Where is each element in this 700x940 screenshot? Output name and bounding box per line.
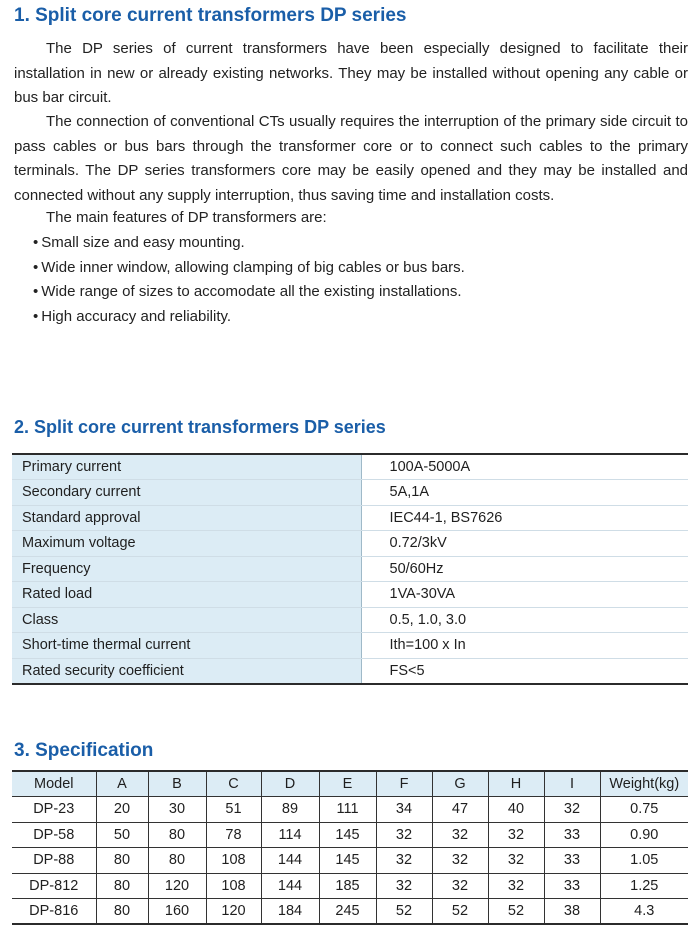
- spec-cell: 33: [544, 822, 600, 848]
- features-list: [33, 231, 465, 329]
- spec-cell: 80: [96, 848, 148, 874]
- table-row: [12, 822, 688, 848]
- table-row: [12, 899, 688, 925]
- spec-cell: 32: [488, 848, 544, 874]
- table-row: [12, 582, 688, 608]
- spec-cell: 78: [206, 822, 261, 848]
- spec-cell: 160: [148, 899, 206, 925]
- spec-cell: 47: [432, 797, 488, 823]
- row-label: Short-time thermal current: [12, 633, 361, 659]
- spec-cell: 0.75: [600, 797, 688, 823]
- row-value: 0.5, 1.0, 3.0: [361, 607, 688, 633]
- spec-cell: 185: [319, 873, 376, 899]
- characteristics-table: [12, 453, 688, 685]
- spec-cell: 32: [376, 848, 432, 874]
- spec-cell: 32: [432, 822, 488, 848]
- section-1-title: 1. Split core current transformers DP series: [14, 5, 407, 26]
- intro-paragraph-1: The DP series of current transformers have been especially designed to facilitate their installation in new or already existing networks. They may be installed without opening any cable or bus bar circuit.: [14, 40, 688, 106]
- row-label: Standard approval: [12, 505, 361, 531]
- spec-cell: 50: [96, 822, 148, 848]
- spec-cell: 114: [261, 822, 319, 848]
- model-cell: DP-812: [12, 873, 96, 899]
- spec-cell: 80: [148, 822, 206, 848]
- model-cell: DP-23: [12, 797, 96, 823]
- spec-cell: 52: [376, 899, 432, 925]
- spec-cell: 32: [376, 822, 432, 848]
- column-header: D: [261, 771, 319, 797]
- spec-cell: 20: [96, 797, 148, 823]
- table-header-row: [12, 771, 688, 797]
- row-value: 1VA-30VA: [361, 582, 688, 608]
- table-row: [12, 505, 688, 531]
- section-2-title: 2. Split core current transformers DP series: [14, 417, 386, 437]
- spec-cell: 144: [261, 848, 319, 874]
- spec-cell: 111: [319, 797, 376, 823]
- column-header: G: [432, 771, 488, 797]
- table-row: [12, 633, 688, 659]
- intro-paragraph-2: The connection of conventional CTs usually requires the interruption of the primary side circuit to pass cables or bus bars through the transformer core or to connect such cables to the primary terminals. The DP series transformers core may be easily opened and they may be installed and connected without any supply interruption, thus saving time and installation costs.: [14, 113, 688, 204]
- table-row: [12, 797, 688, 823]
- spec-cell: 32: [544, 797, 600, 823]
- spec-cell: 51: [206, 797, 261, 823]
- row-value: 0.72/3kV: [361, 531, 688, 557]
- row-value: IEC44-1, BS7626: [361, 505, 688, 531]
- spec-cell: 1.05: [600, 848, 688, 874]
- column-header: E: [319, 771, 376, 797]
- spec-cell: 108: [206, 848, 261, 874]
- column-header: I: [544, 771, 600, 797]
- column-header: F: [376, 771, 432, 797]
- spec-cell: 30: [148, 797, 206, 823]
- spec-cell: 108: [206, 873, 261, 899]
- column-header: Model: [12, 771, 96, 797]
- spec-cell: 33: [544, 848, 600, 874]
- spec-cell: 80: [148, 848, 206, 874]
- row-label: Frequency: [12, 556, 361, 582]
- spec-cell: 52: [432, 899, 488, 925]
- specification-table: [12, 770, 688, 925]
- section-3-title: 3. Specification: [14, 740, 154, 761]
- feature-item: • Wide inner window, allowing clamping of big cables or bus bars.: [33, 256, 465, 281]
- spec-cell: 145: [319, 848, 376, 874]
- spec-cell: 145: [319, 822, 376, 848]
- spec-cell: 32: [488, 822, 544, 848]
- spec-cell: 32: [432, 873, 488, 899]
- spec-cell: 120: [206, 899, 261, 925]
- feature-item: • Wide range of sizes to accomodate all the existing installations.: [33, 280, 465, 305]
- model-cell: DP-816: [12, 899, 96, 925]
- spec-cell: 32: [432, 848, 488, 874]
- column-header: B: [148, 771, 206, 797]
- table-row: [12, 531, 688, 557]
- spec-cell: 4.3: [600, 899, 688, 925]
- table-row: [12, 873, 688, 899]
- spec-cell: 120: [148, 873, 206, 899]
- column-header: Weight(kg): [600, 771, 688, 797]
- column-header: C: [206, 771, 261, 797]
- row-label: Class: [12, 607, 361, 633]
- feature-item: • High accuracy and reliability.: [33, 305, 465, 330]
- spec-cell: 33: [544, 873, 600, 899]
- feature-item: • Small size and easy mounting.: [33, 231, 465, 256]
- spec-cell: 89: [261, 797, 319, 823]
- row-value: FS<5: [361, 658, 688, 684]
- column-header: A: [96, 771, 148, 797]
- row-value: 5A,1A: [361, 480, 688, 506]
- row-value: Ith=100 x In: [361, 633, 688, 659]
- spec-cell: 80: [96, 899, 148, 925]
- row-label: Maximum voltage: [12, 531, 361, 557]
- row-label: Rated security coefficient: [12, 658, 361, 684]
- spec-cell: 34: [376, 797, 432, 823]
- spec-cell: 184: [261, 899, 319, 925]
- spec-cell: 38: [544, 899, 600, 925]
- table-row: [12, 454, 688, 480]
- row-label: Secondary current: [12, 480, 361, 506]
- features-intro: The main features of DP transformers are:: [46, 209, 327, 226]
- table-row: [12, 480, 688, 506]
- spec-cell: 40: [488, 797, 544, 823]
- spec-cell: 1.25: [600, 873, 688, 899]
- model-cell: DP-58: [12, 822, 96, 848]
- row-label: Rated load: [12, 582, 361, 608]
- row-value: 50/60Hz: [361, 556, 688, 582]
- table-row: [12, 658, 688, 684]
- row-label: Primary current: [12, 454, 361, 480]
- table-row: [12, 607, 688, 633]
- spec-cell: 32: [488, 873, 544, 899]
- spec-cell: 32: [376, 873, 432, 899]
- spec-cell: 245: [319, 899, 376, 925]
- spec-cell: 144: [261, 873, 319, 899]
- spec-cell: 52: [488, 899, 544, 925]
- table-row: [12, 848, 688, 874]
- spec-cell: 80: [96, 873, 148, 899]
- row-value: 100A-5000A: [361, 454, 688, 480]
- column-header: H: [488, 771, 544, 797]
- model-cell: DP-88: [12, 848, 96, 874]
- spec-cell: 0.90: [600, 822, 688, 848]
- table-row: [12, 556, 688, 582]
